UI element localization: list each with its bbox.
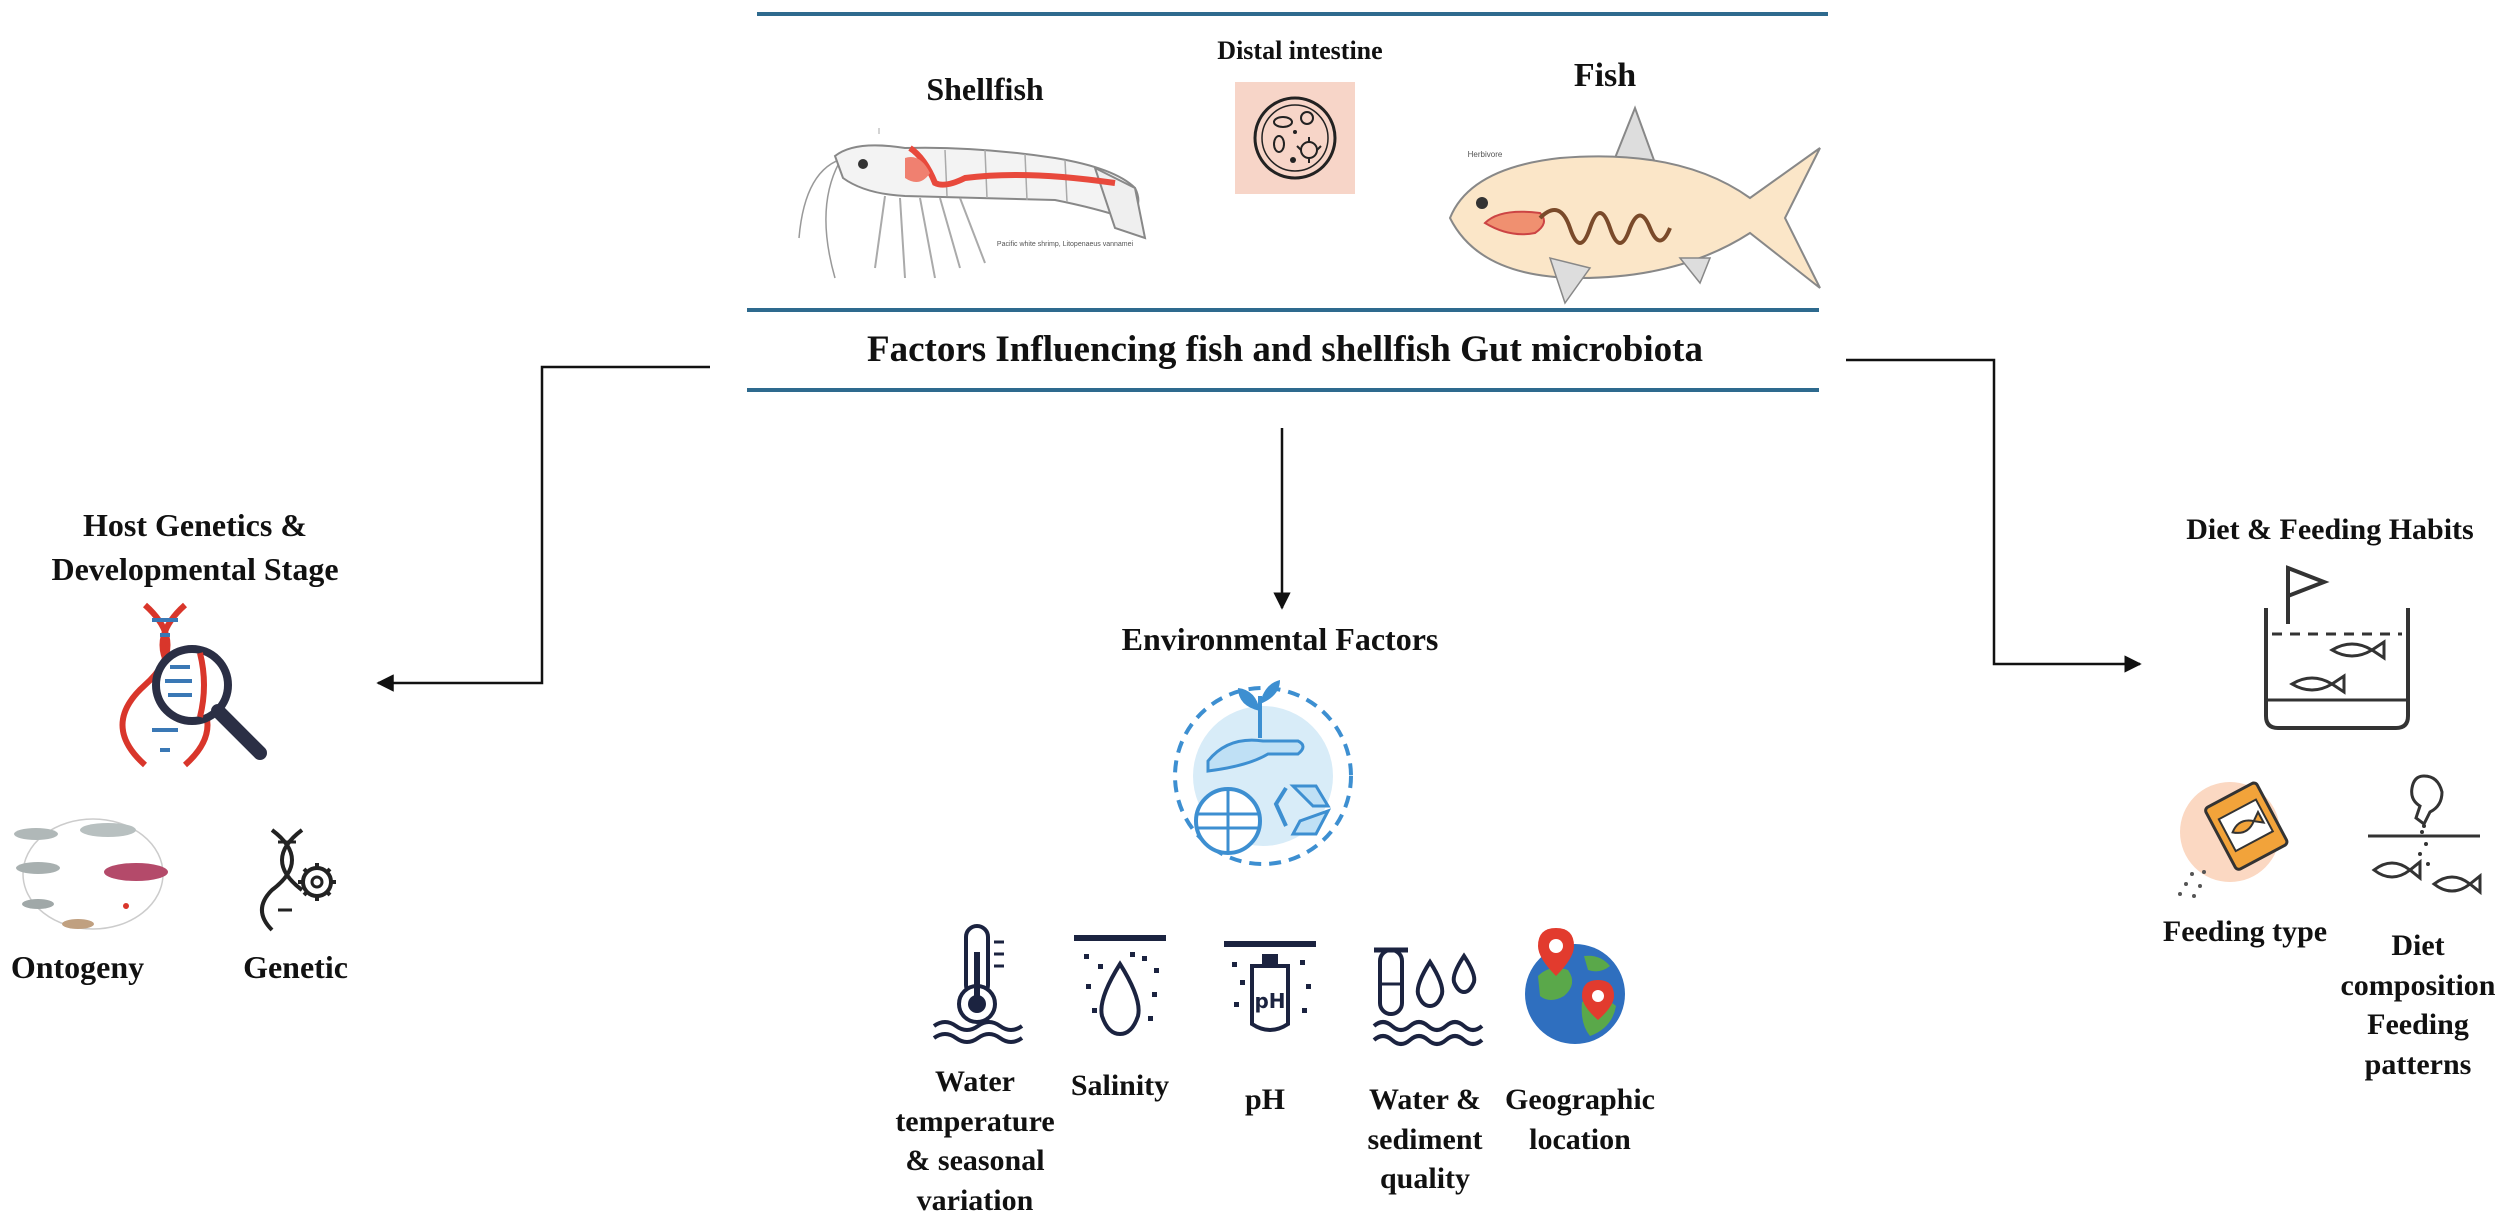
diet-composition-line4: patterns	[2364, 1047, 2472, 1081]
diet-composition-label	[2330, 926, 2506, 1084]
env-label-water-quality	[1355, 1080, 1495, 1199]
env-label-temperature	[885, 1062, 1065, 1220]
env-label-water-quality-line3: quality	[1379, 1162, 1471, 1196]
host-heading-line1: Host Genetics &	[83, 507, 307, 543]
fish-tank-flag-icon	[2262, 564, 2412, 732]
globe-location-icon	[1520, 924, 1630, 1049]
diet-heading: Diet & Feeding Habits	[2186, 513, 2474, 546]
fish-label: Fish	[1573, 57, 1637, 94]
env-label-water-quality-line2: sediment	[1367, 1122, 1483, 1156]
distal-intestine-label: Distal intestine	[1217, 36, 1383, 65]
thermometer-icon	[932, 922, 1022, 1042]
fish-caption: Herbivore	[1467, 150, 1503, 159]
env-label-temperature-line4: variation	[916, 1183, 1034, 1217]
env-label-salinity: Salinity	[1070, 1069, 1170, 1102]
shrimp-caption: Pacific white shrimp, Litopenaeus vannamei	[996, 241, 1134, 248]
genetic-label: Genetic	[243, 949, 348, 985]
arrow-to-diet	[1846, 360, 2140, 664]
env-label-geographic-line1: Geographic	[1505, 1083, 1655, 1116]
env-label-geographic-line2: location	[1529, 1122, 1631, 1156]
environment-heading: Environmental Factors	[1121, 621, 1439, 657]
salinity-drop-icon	[1072, 934, 1168, 1044]
svg-text:pH: pH	[1254, 989, 1286, 1013]
diet-composition-line2: composition	[2340, 968, 2496, 1002]
env-label-temperature-line2: temperature	[895, 1104, 1055, 1138]
fish-ontogeny-cycle-icon	[8, 812, 173, 937]
ph-icon	[1222, 940, 1318, 1046]
env-label-ph: pH	[1244, 1083, 1286, 1116]
ontogeny-label: Ontogeny	[10, 949, 145, 985]
env-label-temperature-line1: Water	[935, 1065, 1015, 1098]
env-label-water-quality-line1: Water &	[1369, 1083, 1481, 1116]
diagram-title: Factors Influencing fish and shellfish Gut microbiota	[866, 329, 1703, 370]
dna-magnifier-icon	[130, 605, 270, 765]
diet-composition-line3: Feeding	[2367, 1008, 2469, 1042]
fish-food-package-icon	[2172, 774, 2302, 904]
feeding-hand-fish-icon	[2364, 774, 2484, 904]
host-heading-line2: Developmental Stage	[51, 551, 339, 587]
environment-cycle-icon	[1168, 676, 1358, 876]
shellfish-label: Shellfish	[926, 71, 1044, 107]
water-quality-icon	[1372, 944, 1484, 1044]
gene-gear-icon	[262, 830, 342, 930]
feeding-type-label: Feeding type	[2162, 915, 2328, 948]
env-label-temperature-line3: & seasonal	[905, 1144, 1045, 1178]
diet-composition-line1: Diet	[2391, 929, 2445, 962]
arrow-to-host	[378, 367, 710, 683]
env-label-geographic	[1495, 1080, 1665, 1159]
